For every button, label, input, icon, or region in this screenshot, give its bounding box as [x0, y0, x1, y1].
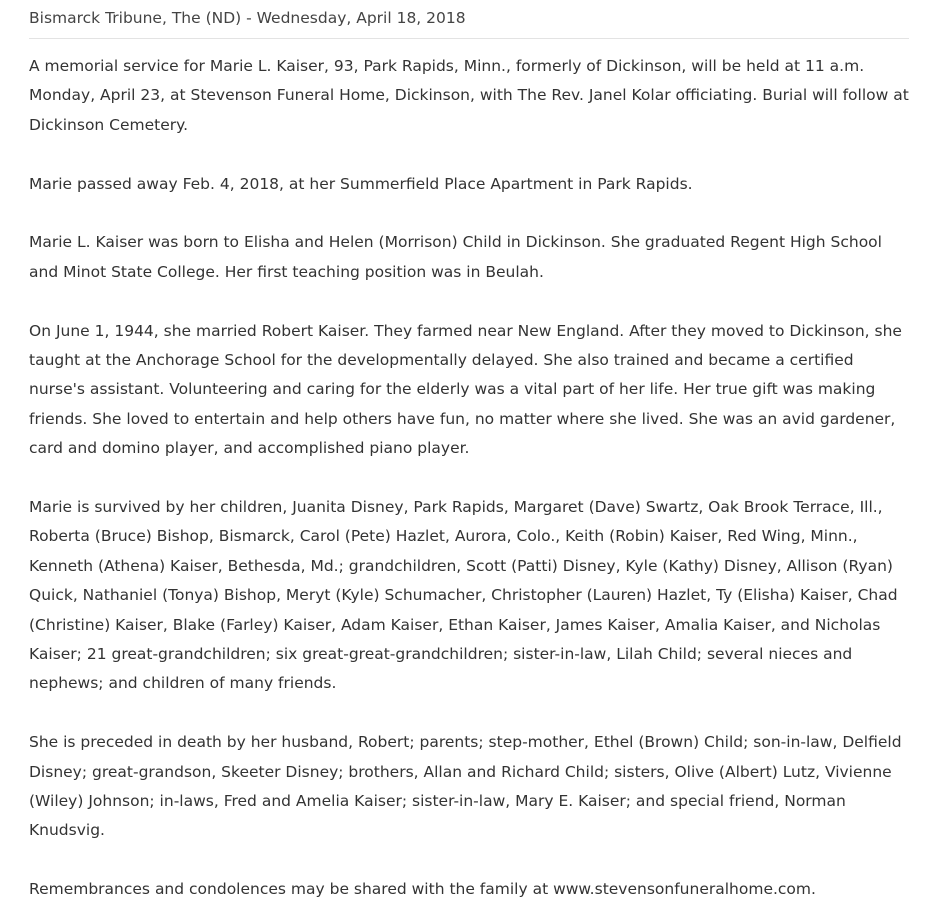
publication-header: Bismarck Tribune, The (ND) - Wednesday, April 18, 2018 — [29, 0, 909, 39]
obituary-page — [29, 0, 909, 905]
paragraph-memorial-service: A memorial service for Marie L. Kaiser, 93, Park Rapids, Minn., formerly of Dickinson, will be held at 11 a.m. Monday, April 23, at Stevenson Funeral Home, Dickinson, with The Rev. Janel Kolar officiating. Burial will follow at Dickinson Cemetery. — [29, 57, 909, 134]
paragraph-preceded-in-death: She is preceded in death by her husband, Robert; parents; step-mother, Ethel (Brown) Child; son-in-law, Delfield Disney; great-grandson, Skeeter Disney; brothers, Allan and Richard Child; sisters, Olive (Albert) Lutz, Vivienne (Wiley) Johnson; in-laws, Fred and Amelia Kaiser; sister-in-law, Mary E. Kaiser; and special friend, Norman Knudsvig. — [29, 733, 902, 840]
paragraph-marriage-life: On June 1, 1944, she married Robert Kaiser. They farmed near New England. After they moved to Dickinson, she taught at the Anchorage School for the developmentally delayed. She also trained and became a certified nurse's assistant. Volunteering and caring for the elderly was a vital part of her life. Her true gift was making friends. She loved to entertain and help others have fun, no matter where she lived. She was an avid gardener, card and domino player, and accomplished piano player. — [29, 321, 902, 458]
paragraph-survivors: Marie is survived by her children, Juanita Disney, Park Rapids, Margaret (Dave) Swartz, Oak Brook Terrace, Ill., Roberta (Bruce) Bishop, Bismarck, Carol (Pete) Hazlet, Aurora, Colo., Keith (Robin) Kaiser, Red Wing, Minn., Kenneth (Athena) Kaiser, Bethesda, Md.; grandchildren, Scott (Patti) Disney, Kyle (Kathy) Disney, Allison (Ryan) Quick, Nathaniel (Tonya) Bishop, Meryt (Kyle) Schumacher, Christopher (Lauren) Hazlet, Ty (Elisha) Kaiser, Chad (Christine) Kaiser, Blake (Farley) Kaiser, Adam Kaiser, Ethan Kaiser, James Kaiser, Amalia Kaiser, and Nicholas Kaiser; 21 great-grandchildren; six great-great-grandchildren; sister-in-law, Lilah Child; several nieces and nephews; and children of many friends. — [29, 498, 898, 693]
paragraph-early-life: Marie L. Kaiser was born to Elisha and Helen (Morrison) Child in Dickinson. She graduated Regent High School and Minot State College. Her first teaching position was in Beulah. — [29, 233, 882, 281]
obituary-article — [29, 39, 909, 905]
paragraph-passing: Marie passed away Feb. 4, 2018, at her Summerfield Place Apartment in Park Rapids. — [29, 174, 693, 193]
paragraph-remembrances: Remembrances and condolences may be shared with the family at www.stevensonfuneralhome.com. — [29, 880, 816, 899]
